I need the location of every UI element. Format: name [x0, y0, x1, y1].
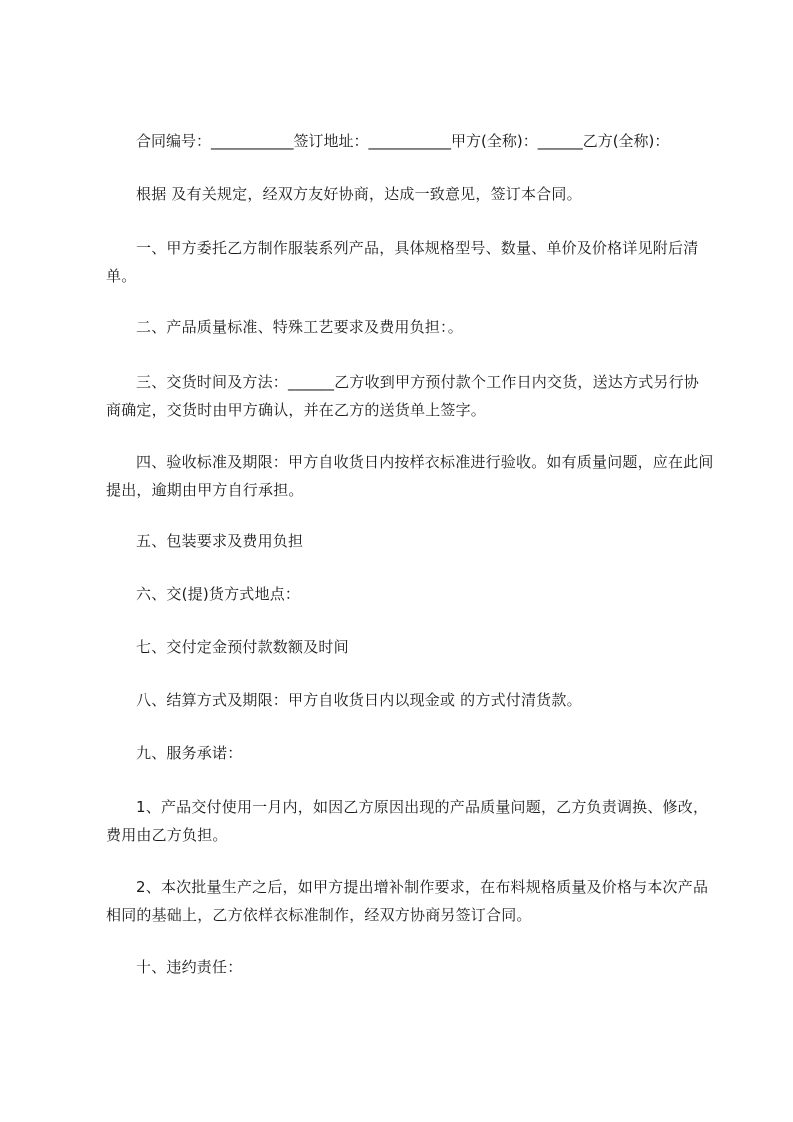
clause-9: 九、服务承诺：	[136, 744, 243, 762]
clause-9-item-1: 1、产品交付使用一月内，如因乙方原因出现的产品质量问题，乙方负责调换、修改，费用由乙方负担。	[106, 798, 709, 844]
clause-1: 一、甲方委托乙方制作服装系列产品，具体规格型号、数量、单价及价格详见附后清单。	[106, 239, 699, 285]
clause-7: 七、交付定金预付款数额及时间	[136, 638, 349, 656]
clause-9-item-2: 2、本次批量生产之后，如甲方提出增补制作要求，在布料规格质量及价格与本次产品相同的基础上，乙方依样衣标准制作，经双方协商另签订合同。	[106, 878, 709, 924]
clause-8: 八、结算方式及期限：甲方自收货日内以现金或 的方式付清货款。	[136, 691, 582, 709]
clause-5: 五、包装要求及费用负担	[136, 532, 304, 550]
clause-2: 二、产品质量标准、特殊工艺要求及费用负担：。	[136, 318, 463, 336]
clause-3: 三、交货时间及方法：______乙方收到甲方预付款个工作日内交货，送达方式另行协商确定，交货时由甲方确认，并在乙方的送货单上签字。	[106, 373, 700, 419]
clause-4: 四、验收标准及期限：甲方自收货日内按样衣标准进行验收。如有质量问题，应在此间提出，逾期由甲方自行承担。	[106, 453, 714, 499]
clause-6: 六、交(提)货方式地点：	[136, 585, 301, 603]
contract-header-line: 合同编号：___________签订地址：___________甲方(全称)：______乙方(全称)：	[136, 132, 670, 150]
intro-paragraph: 根据 及有关规定，经双方友好协商，达成一致意见，签订本合同。	[136, 185, 582, 203]
clause-10: 十、违约责任：	[136, 958, 243, 976]
